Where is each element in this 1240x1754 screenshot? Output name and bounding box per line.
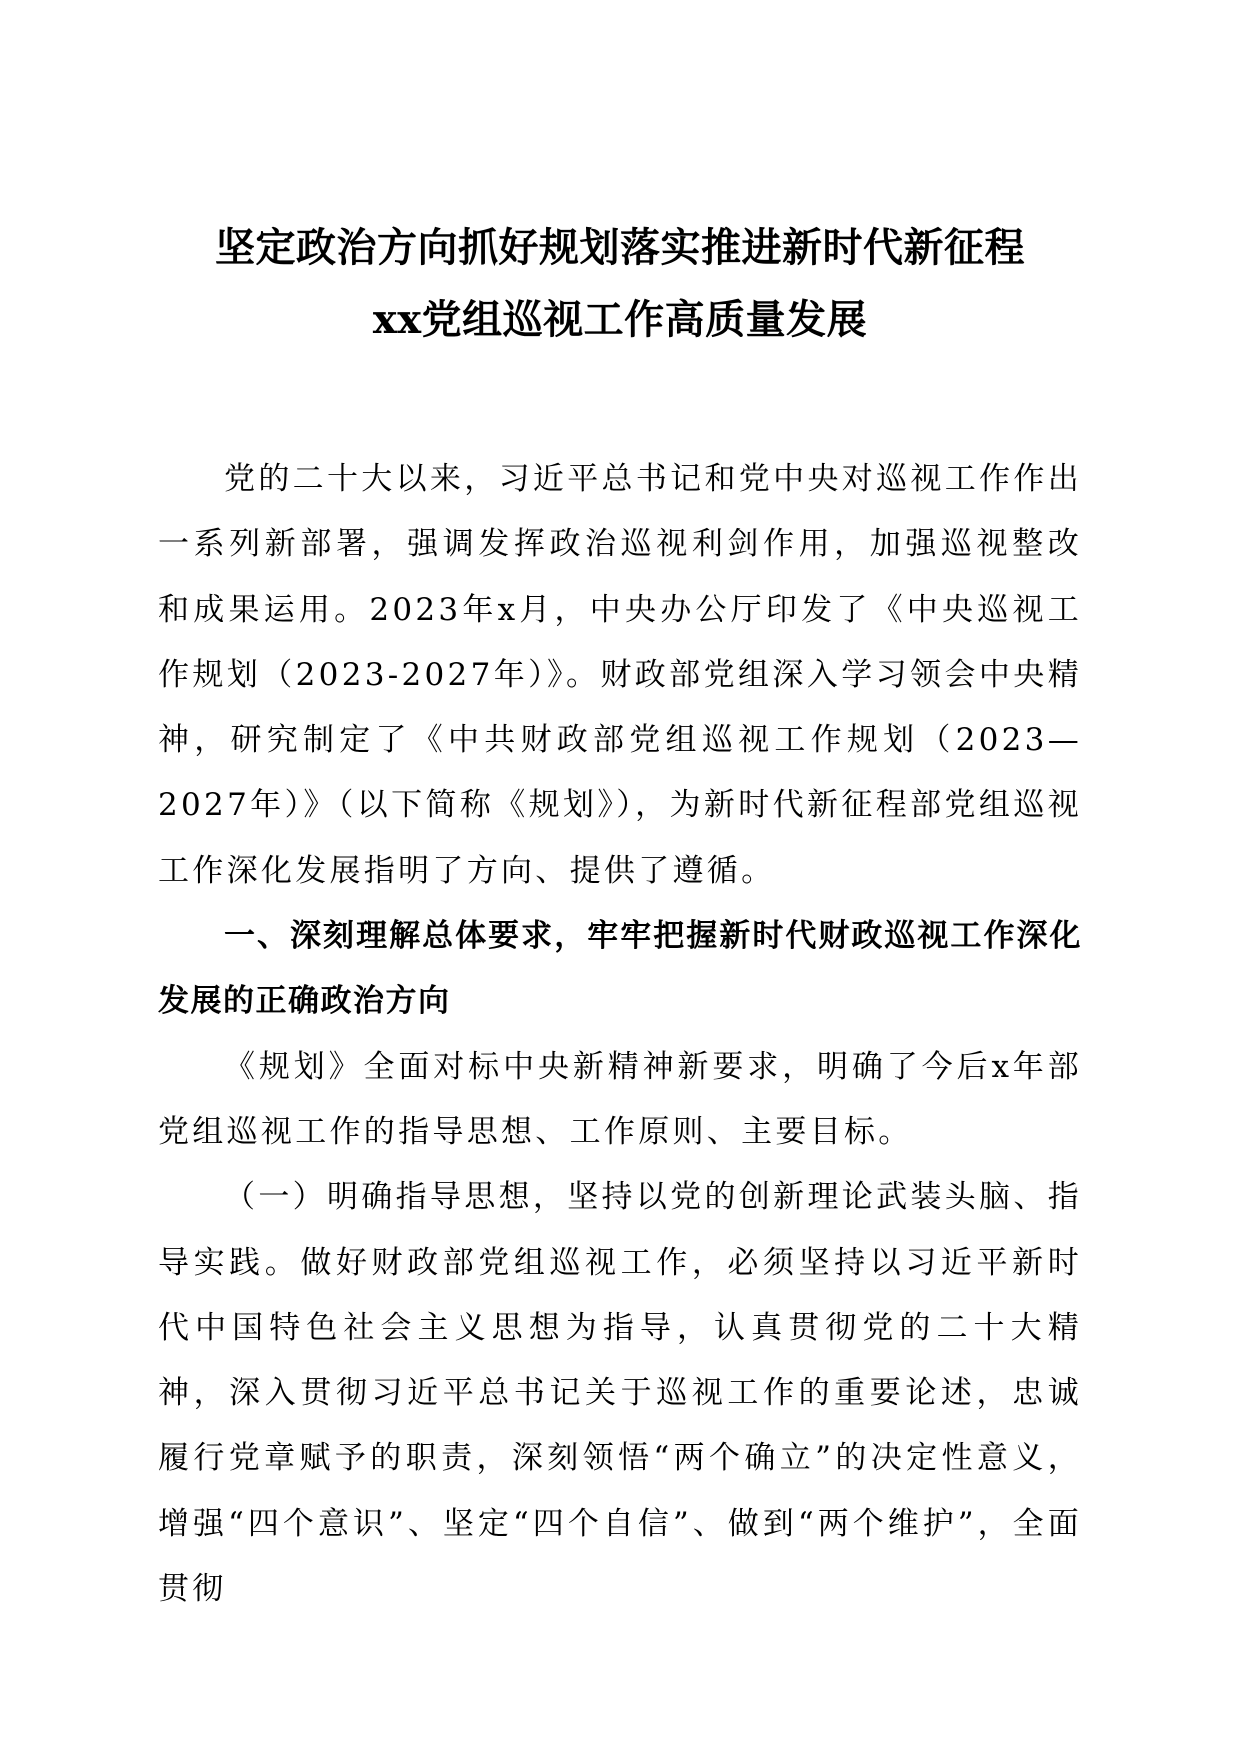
title-line-1: 坚定政治方向抓好规划落实推进新时代新征程 bbox=[215, 224, 1025, 271]
document-page bbox=[158, 0, 1082, 1754]
paragraph-guiding-thought: （一）明确指导思想，坚持以党的创新理论武装头脑、指导实践。做好财政部党组巡视工作，必须坚持以习近平新时代中国特色社会主义思想为指导，认真贯彻党的二十大精神，深入贯彻习近平总书记关于巡视工作的重要论述，忠诚履行党章赋予的职责，深刻领悟“两个确立”的决定性意义，增强“四个意识”、坚定“四个自信”、做到“两个维护”，全面贯彻 bbox=[158, 1179, 1082, 1608]
document-body bbox=[158, 447, 1082, 1622]
paragraph-intro: 党的二十大以来，习近平总书记和党中央对巡视工作作出一系列新部署，强调发挥政治巡视利剑作用，加强巡视整改和成果运用。2023年x月，中央办公厅印发了《中央巡视工作规划（2023-2027年）》。财政部党组深入学习领会中央精神，研究制定了《中共财政部党组巡视工作规划（2023—2027年）》（以下简称《规划》），为新时代新征程部党组巡视工作深化发展指明了方向、提供了遵循。 bbox=[158, 461, 1082, 889]
title-line-2: xx党组巡视工作高质量发展 bbox=[372, 296, 868, 343]
document-title bbox=[158, 212, 1082, 356]
section-heading-1: 一、深刻理解总体要求，牢牢把握新时代财政巡视工作深化发展的正确政治方向 bbox=[158, 918, 1082, 1020]
paragraph-section-1: 《规划》全面对标中央新精神新要求，明确了今后x年部党组巡视工作的指导思想、工作原则、主要目标。 bbox=[158, 1048, 1082, 1150]
